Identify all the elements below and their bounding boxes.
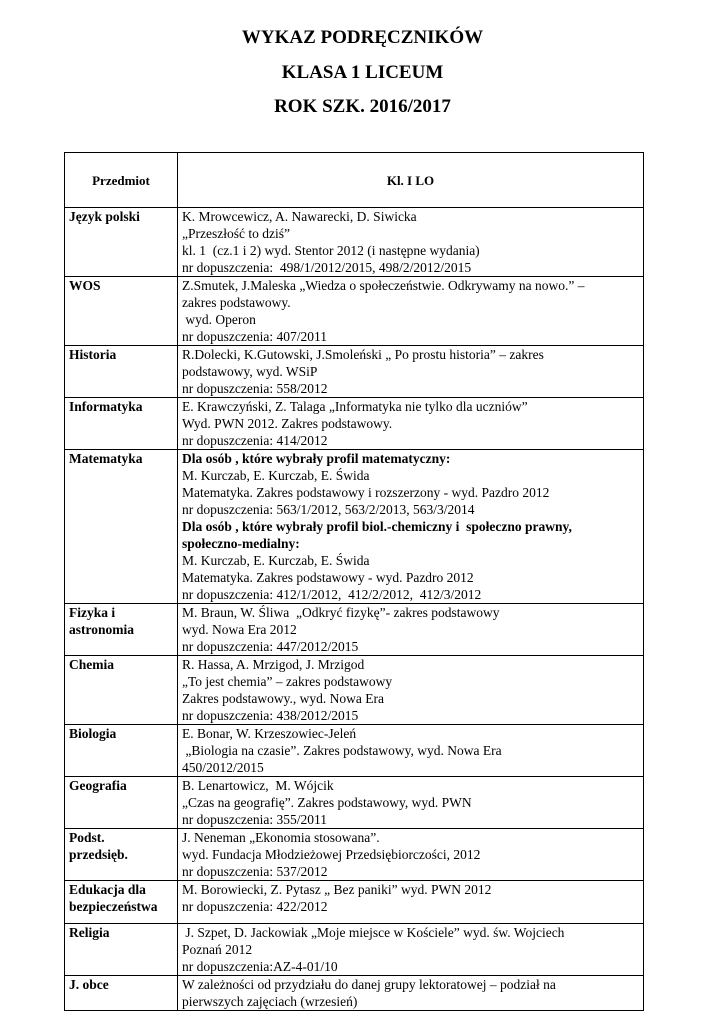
table-body [65,208,644,1011]
subject-cell: WOS [65,277,178,346]
textbook-line: Wyd. PWN 2012. Zakres podstawowy. [182,416,393,431]
table-row [65,777,644,829]
textbook-cell [178,924,644,976]
textbook-line: wyd. Nowa Era 2012 [182,622,297,637]
textbook-line: 450/2012/2015 [182,760,264,775]
subject-cell: Edukacja dla bezpieczeństwa [65,881,178,924]
textbook-line: J. Neneman „Ekonomia stosowana”. [182,830,380,845]
subject-cell: Chemia [65,656,178,725]
textbook-line: Dla osób , które wybrały profil matematyczny: [182,451,451,466]
textbook-line: M. Kurczab, E. Kurczab, E. Świda [182,468,370,483]
table-row [65,976,644,1011]
textbook-line: nr dopuszczenia: 438/2012/2015 [182,708,359,723]
textbook-line: pierwszych zajęciach (wrzesień) [182,994,358,1009]
textbook-line: M. Braun, W. Śliwa „Odkryć fizykę”- zakres podstawowy [182,605,500,620]
table-row [65,604,644,656]
textbook-cell [178,976,644,1011]
header-class: Kl. I LO [178,153,644,208]
textbook-line: Zakres podstawowy., wyd. Nowa Era [182,691,384,706]
table-row [65,346,644,398]
subject-cell: Fizyka i astronomia [65,604,178,656]
subject-cell: Matematyka [65,450,178,604]
subject-cell: Biologia [65,725,178,777]
textbook-line: nr dopuszczenia: 498/1/2012/2015, 498/2/2012/2015 [182,260,472,275]
textbook-line: nr dopuszczenia: 537/2012 [182,864,328,879]
textbook-line: „To jest chemia” – zakres podstawowy [182,674,393,689]
textbook-line: Poznań 2012 [182,942,253,957]
table-row [65,450,644,604]
textbook-table [64,152,644,1011]
subject-cell: J. obce [65,976,178,1011]
table-row [65,881,644,924]
textbook-line: nr dopuszczenia: 422/2012 [182,899,328,914]
table-row [65,398,644,450]
textbook-line: wyd. Fundacja Młodzieżowej Przedsiębiorczości, 2012 [182,847,481,862]
title-line-2: KLASA 1 LICEUM [281,62,444,83]
textbook-line: M. Borowiecki, Z. Pytasz „ Bez paniki” wyd. PWN 2012 [182,882,492,897]
textbook-line: Matematyka. Zakres podstawowy - wyd. Pazdro 2012 [182,570,474,585]
textbook-line: nr dopuszczenia: 412/1/2012, 412/2/2012, 412/3/2012 [182,587,482,602]
title-line-3: ROK SZK. 2016/2017 [274,96,451,117]
table-row [65,725,644,777]
table-row [65,208,644,277]
textbook-line: nr dopuszczenia:AZ-4-01/10 [182,959,338,974]
textbook-line: Dla osób , które wybrały profil biol.-chemiczny i społeczno prawny, [182,519,572,534]
textbook-line: społeczno-medialny: [182,536,300,551]
textbook-line: Matematyka. Zakres podstawowy i rozszerzony - wyd. Pazdro 2012 [182,485,550,500]
textbook-line: E. Krawczyński, Z. Talaga „Informatyka nie tylko dla uczniów” [182,399,528,414]
textbook-line: podstawowy, wyd. WSiP [182,364,318,379]
textbook-line: wyd. Operon [182,312,256,327]
textbook-line: kl. 1 (cz.1 i 2) wyd. Stentor 2012 (i następne wydania) [182,243,480,258]
cell-spacer [182,915,639,923]
textbook-cell [178,450,644,604]
textbook-line: nr dopuszczenia: 414/2012 [182,433,328,448]
header-subject: Przedmiot [65,153,178,208]
subject-cell: Religia [65,924,178,976]
textbook-line: nr dopuszczenia: 563/1/2012, 563/2/2013, 563/3/2014 [182,502,475,517]
textbook-cell [178,604,644,656]
textbook-line: R.Dolecki, K.Gutowski, J.Smoleński „ Po prostu historia” – zakres [182,347,544,362]
textbook-line: nr dopuszczenia: 447/2012/2015 [182,639,359,654]
textbook-cell [178,656,644,725]
textbook-line: K. Mrowcewicz, A. Nawarecki, D. Siwicka [182,209,417,224]
textbook-line: nr dopuszczenia: 558/2012 [182,381,328,396]
textbook-cell [178,829,644,881]
subject-cell: Informatyka [65,398,178,450]
table-row [65,656,644,725]
textbook-cell [178,398,644,450]
textbook-line: nr dopuszczenia: 355/2011 [182,812,327,827]
textbook-line: zakres podstawowy. [182,295,291,310]
textbook-cell [178,208,644,277]
textbook-line: W zależności od przydziału do danej grupy lektoratowej – podział na [182,977,556,992]
title-line-1: WYKAZ PODRĘCZNIKÓW [241,27,484,48]
textbook-line: Z.Smutek, J.Maleska „Wiedza o społeczeństwie. Odkrywamy na nowo.” – [182,278,585,293]
textbook-cell [178,346,644,398]
textbook-line: „Biologia na czasie”. Zakres podstawowy, wyd. Nowa Era [182,743,502,758]
textbook-cell [178,277,644,346]
textbook-line: nr dopuszczenia: 407/2011 [182,329,327,344]
textbook-cell [178,777,644,829]
textbook-cell [178,725,644,777]
textbook-cell [178,881,644,924]
textbook-line: R. Hassa, A. Mrzigod, J. Mrzigod [182,657,365,672]
subject-cell: Podst. przedsięb. [65,829,178,881]
table-row [65,277,644,346]
textbook-line: E. Bonar, W. Krzeszowiec-Jeleń [182,726,357,741]
subject-cell: Język polski [65,208,178,277]
table-header-row [65,153,644,208]
textbook-line: „Przeszłość to dziś” [182,226,290,241]
table-row [65,924,644,976]
subject-cell: Historia [65,346,178,398]
textbook-line: B. Lenartowicz, M. Wójcik [182,778,334,793]
subject-cell: Geografia [65,777,178,829]
textbook-line: „Czas na geografię”. Zakres podstawowy, wyd. PWN [182,795,472,810]
textbook-line: M. Kurczab, E. Kurczab, E. Świda [182,553,370,568]
table-row [65,829,644,881]
textbook-line: J. Szpet, D. Jackowiak „Moje miejsce w Kościele” wyd. św. Wojciech [182,925,565,940]
